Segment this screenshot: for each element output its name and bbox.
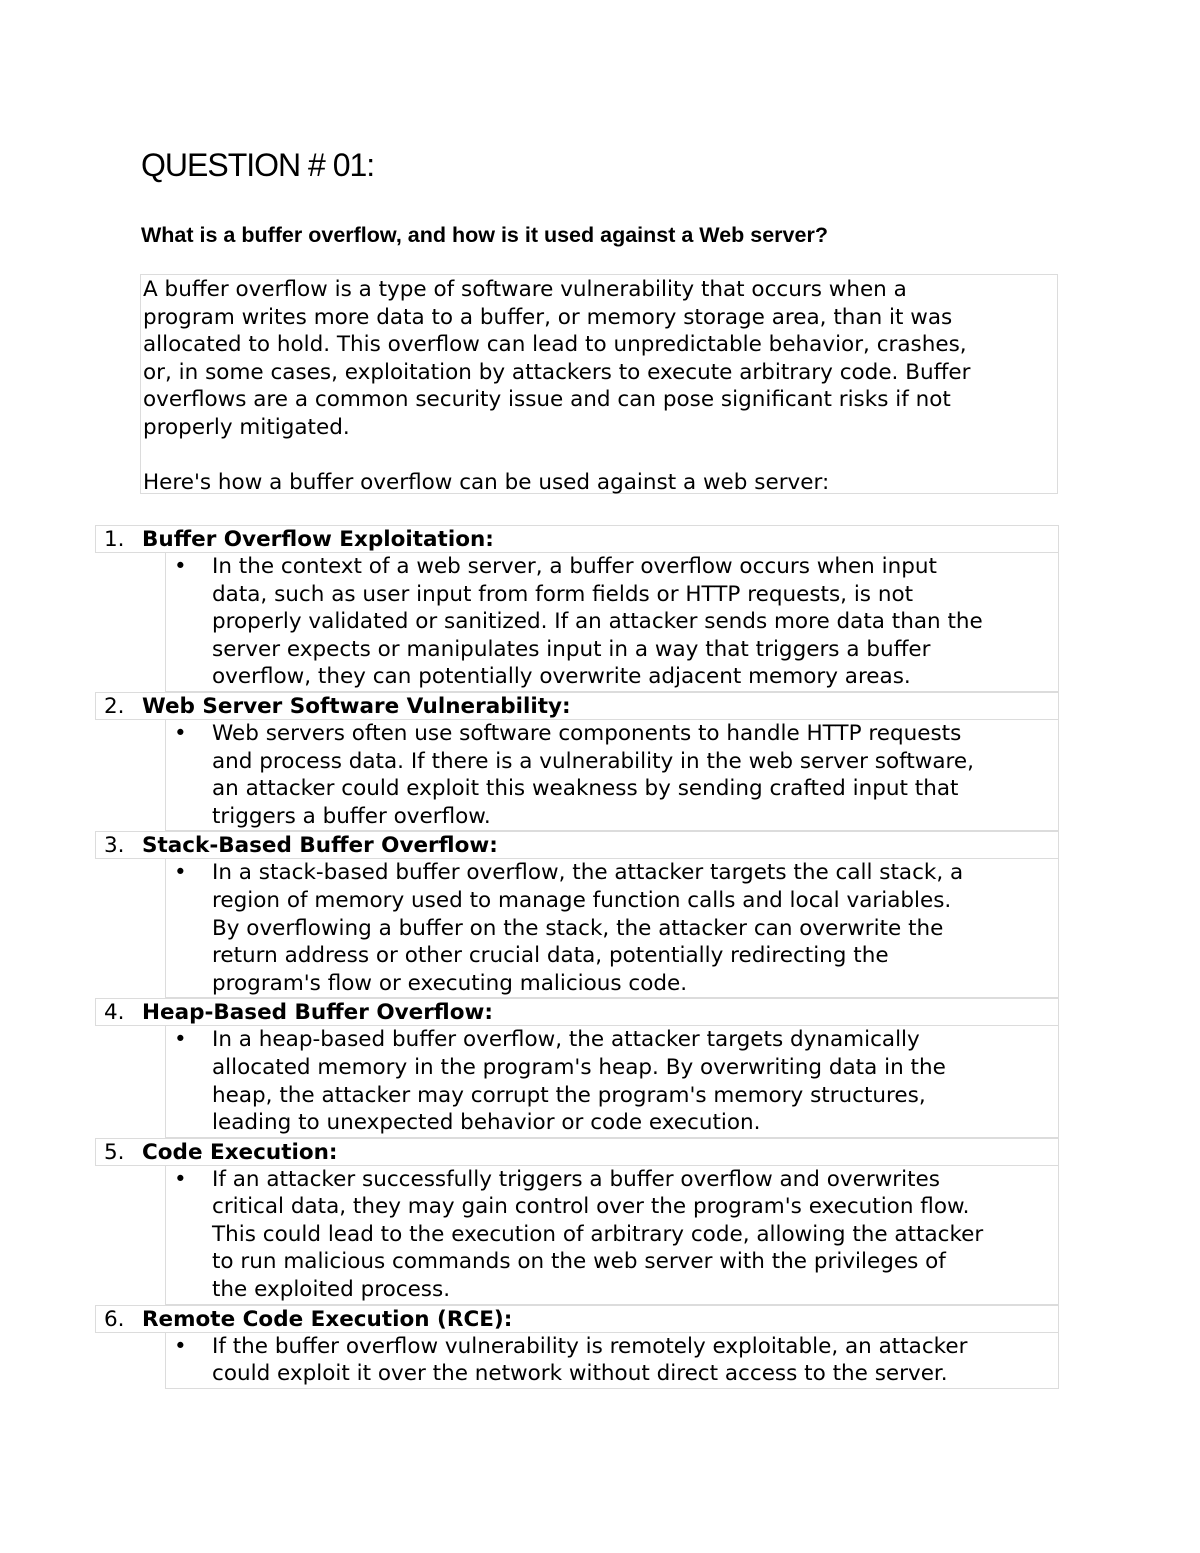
list-item-number: 5. bbox=[104, 1139, 125, 1165]
list-item-text: In the context of a web server, a buffer overflow occurs when input data, such as user input from form fields or HTTP requests, is not properly validated or sanitized. If an attacker sends more data than the server expects or manipulates input in a way that triggers a buffer overflow, they can potentially overwrite adjacent memory areas. bbox=[212, 554, 983, 690]
list-item-number: 3. bbox=[104, 833, 125, 859]
list-item-text: In a heap-based buffer overflow, the attacker targets dynamically allocated memory in the program's heap. By overwriting data in the heap, the attacker may corrupt the program's memory structures, leading to unexpected behavior or code execution. bbox=[212, 1027, 946, 1136]
list-item-number: 6. bbox=[104, 1306, 125, 1332]
bullet-icon: • bbox=[174, 554, 187, 579]
page-title: QUESTION # 01: bbox=[141, 147, 375, 183]
bullet-icon: • bbox=[174, 1333, 187, 1359]
list-item-number: 4. bbox=[104, 1000, 125, 1026]
list-item-heading bbox=[95, 692, 1059, 720]
list-item-body bbox=[165, 1166, 1059, 1305]
list-item-heading bbox=[95, 1305, 1059, 1333]
list-item-heading bbox=[95, 525, 1059, 553]
list-item-title: Code Execution: bbox=[142, 1139, 338, 1165]
list-item-number: 2. bbox=[104, 693, 125, 719]
list-item-body bbox=[165, 1333, 1059, 1389]
intro-paragraph: A buffer overflow is a type of software vulnerability that occurs when a program writes more data to a buffer, or memory storage area, than it was allocated to hold. This overflow can lead to unpredictable behavior, crashes, or, in some cases, exploitation by attackers to execute arbitrary code. Buffer overflows are a common security issue and can pose significant risks if not properly mitigated. bbox=[143, 277, 971, 440]
bullet-icon: • bbox=[174, 720, 187, 746]
question-heading: What is a buffer overflow, and how is it used against a Web server? bbox=[141, 223, 828, 247]
list-item-body bbox=[165, 1026, 1059, 1137]
numbered-list bbox=[95, 525, 1059, 1389]
list-item-text: If the buffer overflow vulnerability is remotely exploitable, an attacker could exploit it over the network without direct access to the server. bbox=[212, 1333, 968, 1387]
list-item-body bbox=[165, 553, 1059, 692]
intro-text-box bbox=[140, 274, 1058, 494]
list-item-heading bbox=[95, 998, 1059, 1026]
list-item-title: Buffer Overflow Exploitation: bbox=[142, 527, 494, 552]
list-item-title: Heap-Based Buffer Overflow: bbox=[142, 1000, 493, 1026]
intro-lead-sentence: Here's how a buffer overflow can be used against a web server: bbox=[143, 470, 830, 496]
list-item-text: Web servers often use software components to handle HTTP requests and process data. If there is a vulnerability in the web server software, an attacker could exploit this weakness by sending crafted input that triggers a buffer overflow. bbox=[212, 720, 974, 829]
list-item-text: In a stack-based buffer overflow, the attacker targets the call stack, a region of memory used to manage function calls and local variables. By overflowing a buffer on the stack, the attacker can overwrite the return address or other crucial data, potentially redirecting the program's flow or executing malicious code. bbox=[212, 860, 964, 996]
list-item-title: Remote Code Execution (RCE): bbox=[142, 1306, 513, 1332]
list-item-title: Stack-Based Buffer Overflow: bbox=[142, 833, 498, 859]
list-item-number: 1. bbox=[104, 527, 125, 552]
bullet-icon: • bbox=[174, 1166, 187, 1192]
list-item-heading bbox=[95, 1138, 1059, 1166]
bullet-icon: • bbox=[174, 1027, 187, 1053]
list-item-body bbox=[165, 859, 1059, 998]
list-item-heading bbox=[95, 831, 1059, 859]
list-item-text: If an attacker successfully triggers a buffer overflow and overwrites critical data, they may gain control over the program's execution flow. This could lead to the execution of arbitrary code, allowing the attacker to run malicious commands on the web server with the privileges of the exploited process. bbox=[212, 1166, 984, 1303]
list-item-title: Web Server Software Vulnerability: bbox=[142, 693, 571, 719]
bullet-icon: • bbox=[174, 860, 187, 886]
list-item-body bbox=[165, 720, 1059, 831]
